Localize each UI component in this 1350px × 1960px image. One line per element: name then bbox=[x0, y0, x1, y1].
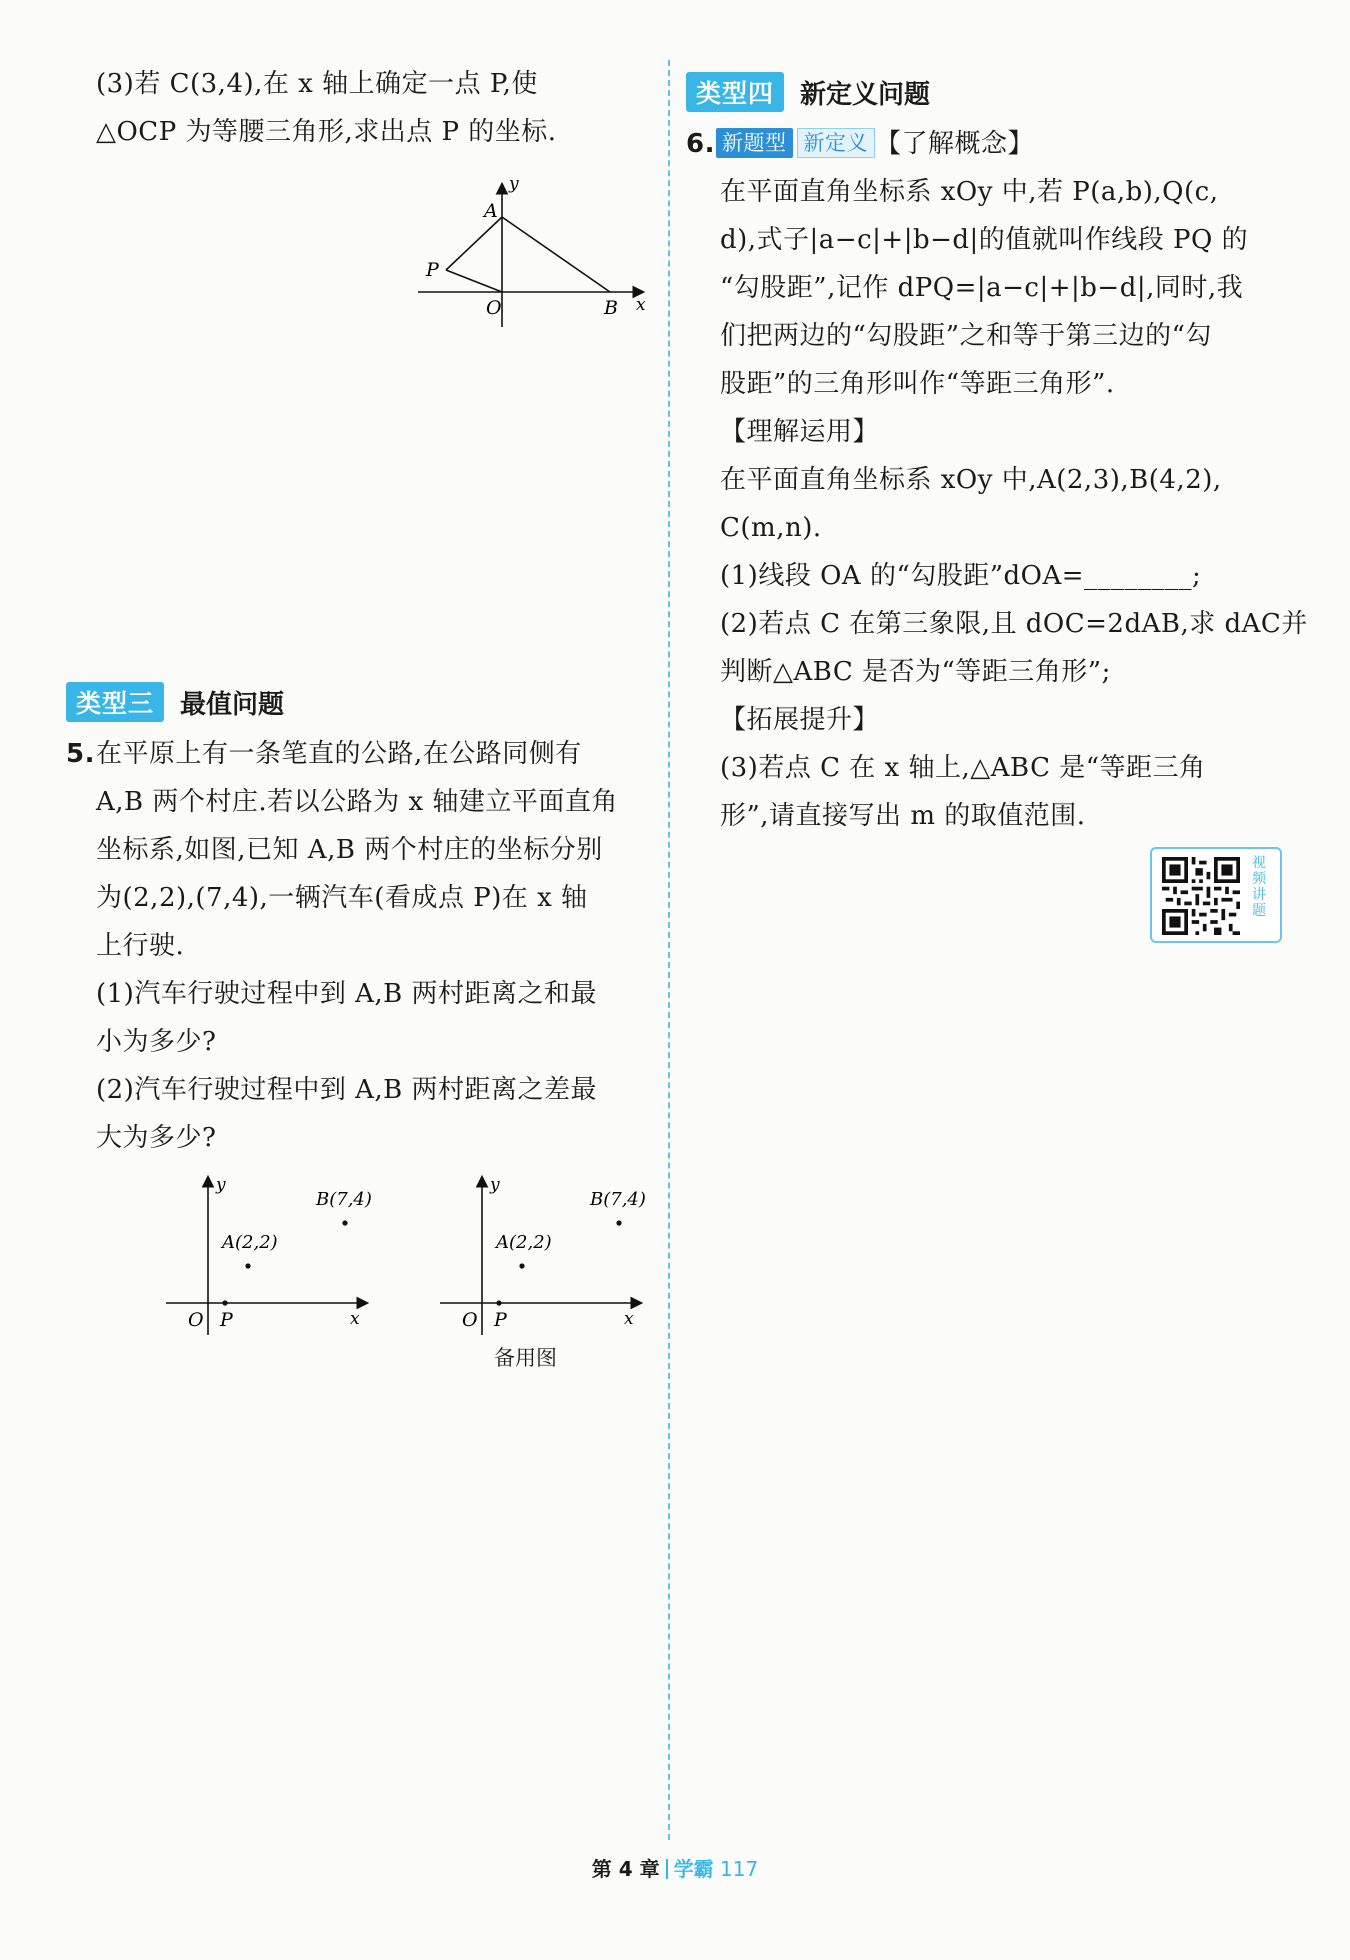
left-column-lower bbox=[66, 676, 651, 1162]
apply-line-2: C(m,n). bbox=[720, 513, 822, 543]
column-divider bbox=[668, 60, 670, 1840]
section-4-title: 新定义问题 bbox=[800, 79, 931, 110]
segment-ab bbox=[502, 217, 610, 292]
q6-number: 6. bbox=[686, 129, 715, 159]
segment-ap bbox=[446, 217, 502, 270]
label-x: x bbox=[350, 1309, 360, 1329]
concept-heading: 【了解概念】 bbox=[875, 129, 1035, 159]
figure-triangle bbox=[410, 175, 650, 339]
label-o: O bbox=[486, 297, 502, 319]
def-line-2: d),式子|a−c|+|b−d|的值就叫作线段 PQ 的 bbox=[720, 225, 1249, 255]
label-o: O bbox=[462, 1309, 478, 1331]
label-a: A(2,2) bbox=[496, 1232, 552, 1253]
q5-line-1 bbox=[66, 730, 651, 778]
apply-line-1: 在平面直角坐标系 xOy 中,A(2,3),B(4,2), bbox=[720, 465, 1222, 495]
q5-part-2b: 大为多少? bbox=[96, 1123, 217, 1153]
qr-code-icon bbox=[1162, 857, 1240, 935]
part-3-line-1: (3)若点 C 在 x 轴上,△ABC 是“等距三角 bbox=[720, 753, 1206, 783]
q6-header bbox=[686, 120, 1276, 168]
q5-text-1: 在平原上有一条笔直的公路,在公路同侧有 bbox=[96, 739, 582, 769]
label-y: y bbox=[509, 175, 519, 194]
q5-number: 5. bbox=[66, 739, 95, 769]
point-p bbox=[222, 1300, 227, 1305]
label-b: B(7,4) bbox=[590, 1189, 646, 1210]
segment-po bbox=[446, 270, 502, 292]
def-line-4: 们把两边的“勾股距”之和等于第三边的“勾 bbox=[720, 321, 1212, 351]
label-a: A bbox=[484, 200, 498, 222]
extend-heading: 【拓展提升】 bbox=[720, 705, 880, 735]
badge-new-definition: 新定义 bbox=[797, 128, 876, 158]
badge-new-type: 新题型 bbox=[716, 128, 793, 158]
section-3-tag: 类型三 bbox=[66, 682, 164, 722]
q5-part-1b: 小为多少? bbox=[96, 1027, 217, 1057]
figure-coordinates-main bbox=[160, 1170, 375, 1344]
qr-label: 视频讲题 bbox=[1252, 855, 1266, 919]
part-2-line-1: (2)若点 C 在第三象限,且 dOC=2dAB,求 dAC并 bbox=[720, 609, 1308, 639]
section-3-title: 最值问题 bbox=[180, 689, 285, 720]
label-p: P bbox=[426, 259, 439, 281]
label-a: A(2,2) bbox=[222, 1232, 278, 1253]
q5-line-3: 坐标系,如图,已知 A,B 两个村庄的坐标分别 bbox=[96, 835, 603, 865]
label-x: x bbox=[624, 1309, 634, 1329]
section-4-header bbox=[686, 70, 1276, 114]
q5-part-2a: (2)汽车行驶过程中到 A,B 两村距离之差最 bbox=[96, 1075, 598, 1105]
left-column bbox=[96, 60, 651, 156]
point-b bbox=[342, 1220, 347, 1225]
figure-caption: 备用图 bbox=[494, 1346, 557, 1370]
q5-part-1a: (1)汽车行驶过程中到 A,B 两村距离之和最 bbox=[96, 979, 598, 1009]
point-b bbox=[616, 1220, 621, 1225]
section-3-header bbox=[66, 680, 651, 724]
label-b: B bbox=[604, 297, 618, 319]
point-p bbox=[496, 1300, 501, 1305]
part-3-line-2: 形”,请直接写出 m 的取值范围. bbox=[720, 801, 1086, 831]
q3-line-1: (3)若 C(3,4),在 x 轴上确定一点 P,使 bbox=[96, 69, 538, 99]
point-a bbox=[245, 1263, 250, 1268]
label-y: y bbox=[490, 1175, 500, 1195]
def-line-3: “勾股距”,记作 dPQ=|a−c|+|b−d|,同时,我 bbox=[720, 273, 1244, 303]
video-qr-code[interactable] bbox=[1150, 847, 1282, 943]
q5-line-2: A,B 两个村庄.若以公路为 x 轴建立平面直角 bbox=[96, 787, 618, 817]
point-a bbox=[519, 1263, 524, 1268]
page-footer bbox=[0, 1853, 1350, 1882]
label-p: P bbox=[220, 1309, 233, 1331]
footer-separator bbox=[666, 1859, 668, 1879]
apply-heading: 【理解运用】 bbox=[720, 417, 880, 447]
q5-line-5: 上行驶. bbox=[96, 931, 185, 961]
footer-page-number: 117 bbox=[720, 1857, 759, 1881]
label-b: B(7,4) bbox=[316, 1189, 372, 1210]
def-line-1: 在平面直角坐标系 xOy 中,若 P(a,b),Q(c, bbox=[720, 177, 1219, 207]
label-y: y bbox=[216, 1175, 226, 1195]
label-o: O bbox=[188, 1309, 204, 1331]
label-p: P bbox=[494, 1309, 507, 1331]
footer-brand: 学霸 bbox=[673, 1857, 714, 1881]
part-1: (1)线段 OA 的“勾股距”dOA=________; bbox=[720, 561, 1202, 591]
section-4-tag: 类型四 bbox=[686, 72, 784, 112]
figure-coordinates-spare bbox=[434, 1170, 649, 1344]
def-line-5: 股距”的三角形叫作“等距三角形”. bbox=[720, 369, 1115, 399]
label-x: x bbox=[636, 295, 646, 315]
q3-line-2: △OCP 为等腰三角形,求出点 P 的坐标. bbox=[96, 117, 557, 147]
footer-chapter: 第 4 章 bbox=[591, 1857, 660, 1881]
part-2-line-2: 判断△ABC 是否为“等距三角形”; bbox=[720, 657, 1111, 687]
q5-line-4: 为(2,2),(7,4),一辆汽车(看成点 P)在 x 轴 bbox=[96, 883, 588, 913]
right-column bbox=[686, 70, 1308, 840]
